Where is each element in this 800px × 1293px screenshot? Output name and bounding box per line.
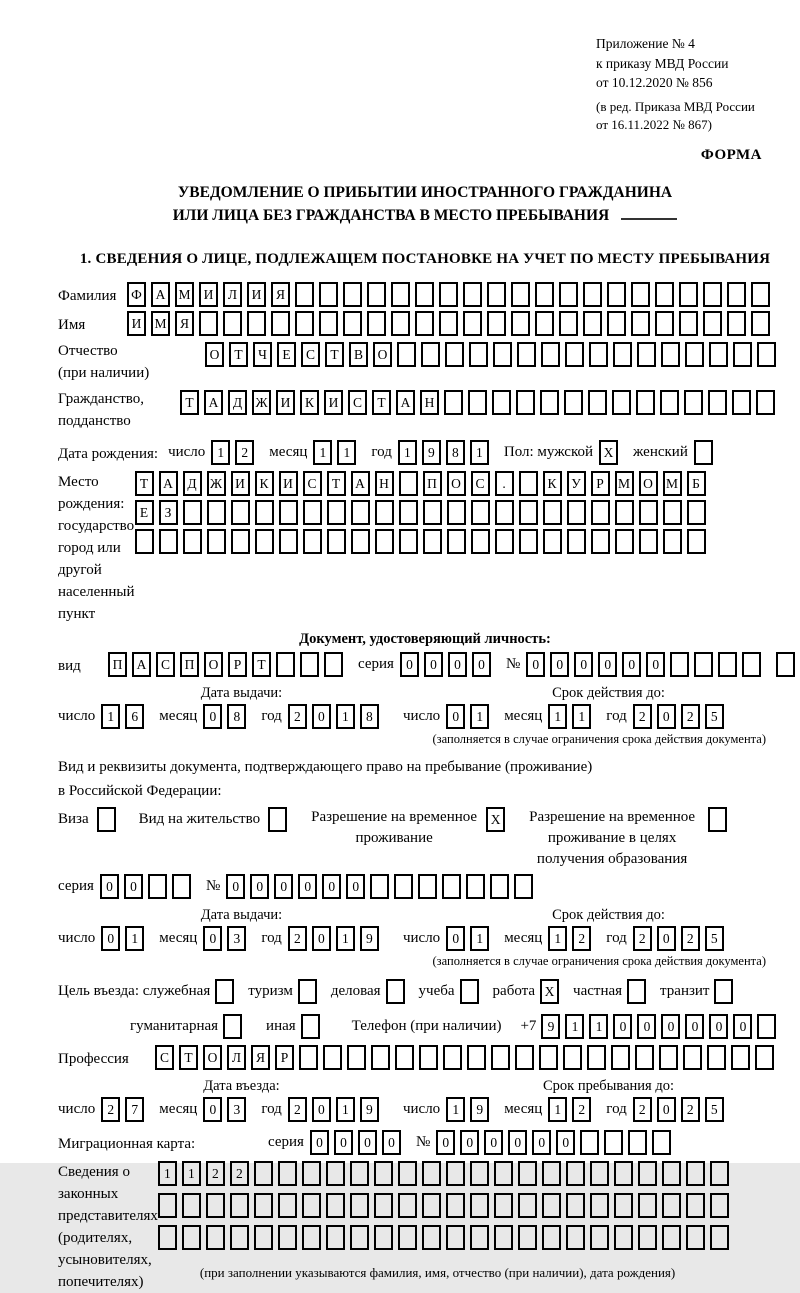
stay-valid-until-label: Срок действия до: bbox=[552, 906, 665, 923]
purpose-other-checkbox[interactable] bbox=[301, 1014, 325, 1039]
representatives-input-3[interactable] bbox=[158, 1225, 734, 1250]
birth-date-label: Дата рождения: bbox=[58, 445, 159, 462]
sex-female-checkbox[interactable] bbox=[694, 440, 718, 465]
year-label: год bbox=[606, 707, 627, 724]
mc-series-input[interactable]: 0 0 0 0 bbox=[310, 1130, 406, 1155]
visa-label: Виза bbox=[58, 810, 89, 827]
stay-series-input[interactable]: 0 0 bbox=[100, 874, 196, 899]
purpose-business-checkbox[interactable] bbox=[386, 979, 410, 1004]
entry-date-headers bbox=[58, 1078, 792, 1095]
year-label: год bbox=[371, 443, 392, 460]
id-doc-dates-row bbox=[58, 704, 792, 729]
temp-residence-edu-label: Разрешение на временное проживание в целях получения образования bbox=[529, 808, 696, 867]
id-doc-heading: Документ, удостоверяющий личность: bbox=[299, 630, 551, 647]
purpose-study-option bbox=[419, 979, 484, 1004]
birth-place-inputs bbox=[135, 471, 793, 559]
id-valid-until-label: Срок действия до: bbox=[552, 684, 665, 701]
purpose-private-label: частная bbox=[573, 982, 623, 999]
doc-kind-label: вид bbox=[58, 657, 81, 674]
stay-issue-date-group bbox=[58, 926, 403, 951]
form-word-label: ФОРМА bbox=[700, 146, 762, 163]
stay-series-label: серия bbox=[58, 877, 94, 894]
mc-number-label: № bbox=[415, 1133, 431, 1150]
purpose-row-1 bbox=[58, 979, 792, 1004]
purpose-transit-label: транзит bbox=[660, 982, 710, 999]
month-label: месяц bbox=[159, 707, 198, 724]
day-label: число bbox=[402, 929, 441, 946]
representatives-label: Сведения о законных представителях (родителях, усыновителях, попечителях) bbox=[58, 1163, 158, 1290]
stay-issue-year-input[interactable]: 2 0 1 9 bbox=[288, 926, 384, 951]
purpose-study-label: учеба bbox=[418, 982, 455, 999]
form-title-line2: ИЛИ ЛИЦА БЕЗ ГРАЖДАНСТВА В МЕСТО ПРЕБЫВАНИЯ bbox=[172, 206, 610, 224]
purpose-humanitarian-label: гуманитарная bbox=[130, 1017, 219, 1034]
visa-checkbox[interactable] bbox=[97, 807, 121, 832]
birth-place-input-1[interactable]: Т А Д Ж И К И С Т А Н П О С . К У Р М О М Б bbox=[135, 471, 711, 496]
stay-doc-line2: в Российской Федерации: bbox=[58, 782, 222, 799]
stay-doc-date-headers bbox=[58, 907, 792, 924]
given-name-label: Имя bbox=[58, 316, 86, 333]
id-valid-date-group bbox=[403, 704, 729, 729]
residence-permit-checkbox[interactable] bbox=[268, 807, 292, 832]
birth-place-input-3[interactable] bbox=[135, 529, 711, 554]
purpose-work-label: работа bbox=[492, 982, 536, 999]
stay-issue-day-input[interactable]: 0 1 bbox=[101, 926, 149, 951]
day-label: число bbox=[58, 707, 96, 724]
title-underline bbox=[621, 204, 677, 220]
stay-until-day-input[interactable]: 1 9 bbox=[446, 1097, 494, 1122]
birth-date-row bbox=[58, 440, 792, 465]
purpose-tourism-option bbox=[248, 979, 322, 1004]
id-issue-date-group bbox=[58, 704, 403, 729]
day-label: число bbox=[402, 707, 441, 724]
month-label: месяц bbox=[504, 707, 543, 724]
day-label: число bbox=[168, 443, 206, 460]
purpose-transit-checkbox[interactable] bbox=[714, 979, 738, 1004]
mc-number-input[interactable]: 0 0 0 0 0 0 bbox=[436, 1130, 676, 1155]
purpose-other-option bbox=[266, 1014, 325, 1039]
migration-card-row bbox=[58, 1130, 792, 1155]
representatives-input-1[interactable]: 1 1 2 2 bbox=[158, 1161, 734, 1186]
purpose-official-checkbox[interactable] bbox=[215, 979, 239, 1004]
phone-prefix: +7 bbox=[520, 1017, 537, 1034]
day-label: число bbox=[58, 1100, 96, 1117]
entry-date-group bbox=[58, 1097, 403, 1122]
stay-until-date-group bbox=[403, 1097, 729, 1122]
visa-option bbox=[58, 807, 121, 832]
given-name-input[interactable]: И М Я bbox=[127, 311, 775, 336]
purpose-private-option bbox=[573, 979, 651, 1004]
temp-residence-label: Разрешение на временное проживание bbox=[311, 808, 478, 846]
year-label: год bbox=[261, 929, 282, 946]
entry-month-input[interactable]: 0 3 bbox=[203, 1097, 251, 1122]
citizenship-input[interactable]: Т А Д Ж И К И С Т А Н bbox=[180, 390, 780, 415]
purpose-tourism-checkbox[interactable] bbox=[298, 979, 322, 1004]
entry-year-input[interactable]: 2 0 1 9 bbox=[288, 1097, 384, 1122]
stay-until-month-input[interactable]: 1 2 bbox=[548, 1097, 596, 1122]
stay-doc-options-row bbox=[58, 807, 792, 870]
citizenship-label: Гражданство, подданство bbox=[58, 390, 145, 429]
purpose-other-label: иная bbox=[266, 1017, 296, 1034]
birth-month-input[interactable]: 1 1 bbox=[313, 440, 361, 465]
year-label: год bbox=[261, 707, 282, 724]
purpose-tourism-label: туризм bbox=[248, 982, 293, 999]
appendix-block bbox=[596, 34, 792, 135]
purpose-humanitarian-checkbox[interactable] bbox=[223, 1014, 247, 1039]
id-issue-day-input[interactable]: 1 6 bbox=[101, 704, 149, 729]
representatives-inputs bbox=[158, 1161, 792, 1293]
entry-day-input[interactable]: 2 7 bbox=[101, 1097, 149, 1122]
migration-card-label: Миграционная карта: bbox=[58, 1135, 196, 1152]
id-series-input[interactable]: 0 0 0 0 bbox=[400, 652, 496, 677]
profession-row bbox=[58, 1045, 792, 1070]
phone-label: Телефон (при наличии) bbox=[351, 1017, 502, 1034]
month-label: месяц bbox=[269, 443, 308, 460]
stay-limit-note: (заполняется в случае ограничения срока действия документа) bbox=[432, 953, 766, 968]
birth-place-input-2[interactable]: Е З bbox=[135, 500, 711, 525]
id-issue-month-input[interactable]: 0 8 bbox=[203, 704, 251, 729]
id-number-input[interactable]: 0 0 0 0 0 0 bbox=[526, 652, 766, 677]
id-issue-year-input[interactable]: 2 0 1 8 bbox=[288, 704, 384, 729]
month-label: месяц bbox=[504, 929, 543, 946]
profession-label: Профессия bbox=[58, 1050, 129, 1067]
purpose-row-2 bbox=[130, 1014, 792, 1039]
day-label: число bbox=[402, 1100, 441, 1117]
id-series-label: серия bbox=[358, 655, 394, 672]
stay-valid-year-input[interactable]: 2 0 2 5 bbox=[633, 926, 729, 951]
month-label: месяц bbox=[159, 1100, 198, 1117]
birth-place-label: Место рождения: государство город или другой населенный пункт bbox=[58, 473, 135, 622]
purpose-work-option bbox=[493, 979, 565, 1004]
entry-date-label: Дата въезда: bbox=[203, 1077, 280, 1094]
birth-place-row bbox=[58, 471, 792, 625]
surname-input[interactable]: Ф А М И Л И Я bbox=[127, 282, 775, 307]
sex-female-label: женский bbox=[633, 443, 688, 460]
stay-number-label: № bbox=[205, 877, 221, 894]
id-valid-month-input[interactable]: 1 1 bbox=[548, 704, 596, 729]
representatives-row bbox=[58, 1161, 792, 1293]
residence-permit-option bbox=[139, 807, 292, 832]
temp-residence-option bbox=[310, 807, 510, 849]
birth-year-input[interactable]: 1 9 8 1 bbox=[398, 440, 494, 465]
birth-day-input[interactable]: 1 2 bbox=[211, 440, 259, 465]
entry-dates-row bbox=[58, 1097, 792, 1122]
stay-until-label: Срок пребывания до: bbox=[543, 1077, 674, 1094]
patronymic-row bbox=[58, 340, 792, 384]
id-number-label: № bbox=[505, 655, 521, 672]
purpose-private-checkbox[interactable] bbox=[627, 979, 651, 1004]
id-valid-year-input[interactable]: 2 0 2 5 bbox=[633, 704, 729, 729]
stay-valid-day-input[interactable]: 0 1 bbox=[446, 926, 494, 951]
year-label: год bbox=[606, 1100, 627, 1117]
purpose-transit-option bbox=[660, 979, 738, 1004]
id-number-extra-input[interactable] bbox=[776, 652, 800, 677]
stay-doc-series-row bbox=[58, 874, 792, 899]
given-name-row bbox=[58, 311, 792, 336]
purpose-study-checkbox[interactable] bbox=[460, 979, 484, 1004]
amendment-line-2: от 16.11.2022 № 867) bbox=[596, 117, 713, 132]
appendix-line-2: к приказу МВД России bbox=[596, 55, 729, 71]
purpose-business-label: деловая bbox=[330, 982, 381, 999]
purpose-official-option bbox=[58, 979, 239, 1004]
stay-issue-date-label: Дата выдачи: bbox=[200, 906, 283, 923]
profession-input[interactable]: С Т О Л Я Р bbox=[155, 1045, 779, 1070]
amendment-line-1: (в ред. Приказа МВД России bbox=[596, 98, 755, 114]
doc-kind-input[interactable]: П А С П О Р Т bbox=[108, 652, 348, 677]
month-label: месяц bbox=[504, 1100, 543, 1117]
stay-doc-line1: Вид и реквизиты документа, подтверждающего право на пребывание (проживание) bbox=[58, 758, 593, 775]
residence-permit-label: Вид на жительство bbox=[138, 810, 261, 827]
surname-label: Фамилия bbox=[58, 287, 117, 304]
year-label: год bbox=[261, 1100, 282, 1117]
appendix-line-1: Приложение № 4 bbox=[596, 36, 695, 51]
phone-input[interactable]: 9 1 1 0 0 0 0 0 0 bbox=[541, 1014, 781, 1039]
form-title bbox=[58, 182, 792, 227]
purpose-official-label: Цель въезда: служебная bbox=[58, 982, 211, 999]
temp-residence-checkbox[interactable]: X bbox=[486, 807, 510, 832]
section1-heading: 1. СВЕДЕНИЯ О ЛИЦЕ, ПОДЛЕЖАЩЕМ ПОСТАНОВКЕ НА УЧЕТ ПО МЕСТУ ПРЕБЫВАНИЯ bbox=[79, 250, 771, 267]
sex-male-label: Пол: мужской bbox=[503, 443, 594, 460]
stay-issue-month-input[interactable]: 0 3 bbox=[203, 926, 251, 951]
stay-number-input[interactable]: 0 0 0 0 0 0 bbox=[226, 874, 538, 899]
id-issue-date-label: Дата выдачи: bbox=[200, 684, 283, 701]
form-title-line1: УВЕДОМЛЕНИЕ О ПРИБЫТИИ ИНОСТРАННОГО ГРАЖДАНИНА bbox=[177, 183, 673, 201]
month-label: месяц bbox=[159, 929, 198, 946]
stay-until-year-input[interactable]: 2 0 2 5 bbox=[633, 1097, 729, 1122]
purpose-work-checkbox[interactable]: X bbox=[540, 979, 564, 1004]
patronymic-label: Отчество (при наличии) bbox=[58, 342, 150, 381]
stay-valid-month-input[interactable]: 1 2 bbox=[548, 926, 596, 951]
stay-doc-paragraph bbox=[58, 755, 792, 803]
id-doc-row bbox=[58, 652, 792, 677]
appendix-line-3: от 10.12.2020 № 856 bbox=[596, 75, 713, 90]
sex-male-checkbox[interactable]: X bbox=[599, 440, 623, 465]
surname-row bbox=[58, 282, 792, 307]
year-label: год bbox=[606, 929, 627, 946]
id-limit-note: (заполняется в случае ограничения срока действия документа) bbox=[432, 731, 766, 746]
id-valid-day-input[interactable]: 0 1 bbox=[446, 704, 494, 729]
stay-doc-dates-row bbox=[58, 926, 792, 951]
mc-series-label: серия bbox=[268, 1133, 304, 1150]
id-doc-date-headers bbox=[58, 685, 792, 702]
temp-residence-edu-option bbox=[524, 807, 732, 870]
day-label: число bbox=[58, 929, 96, 946]
purpose-humanitarian-option bbox=[130, 1014, 247, 1039]
citizenship-row bbox=[58, 388, 792, 432]
representatives-note: (при заполнении указываются фамилия, имя, отчество (при наличии), дата рождения) bbox=[199, 1264, 676, 1280]
temp-residence-edu-checkbox[interactable] bbox=[708, 807, 732, 832]
purpose-business-option bbox=[331, 979, 410, 1004]
representatives-input-2[interactable] bbox=[158, 1193, 734, 1218]
stay-valid-date-group bbox=[403, 926, 729, 951]
patronymic-input[interactable]: О Т Ч Е С Т В О bbox=[205, 342, 781, 367]
